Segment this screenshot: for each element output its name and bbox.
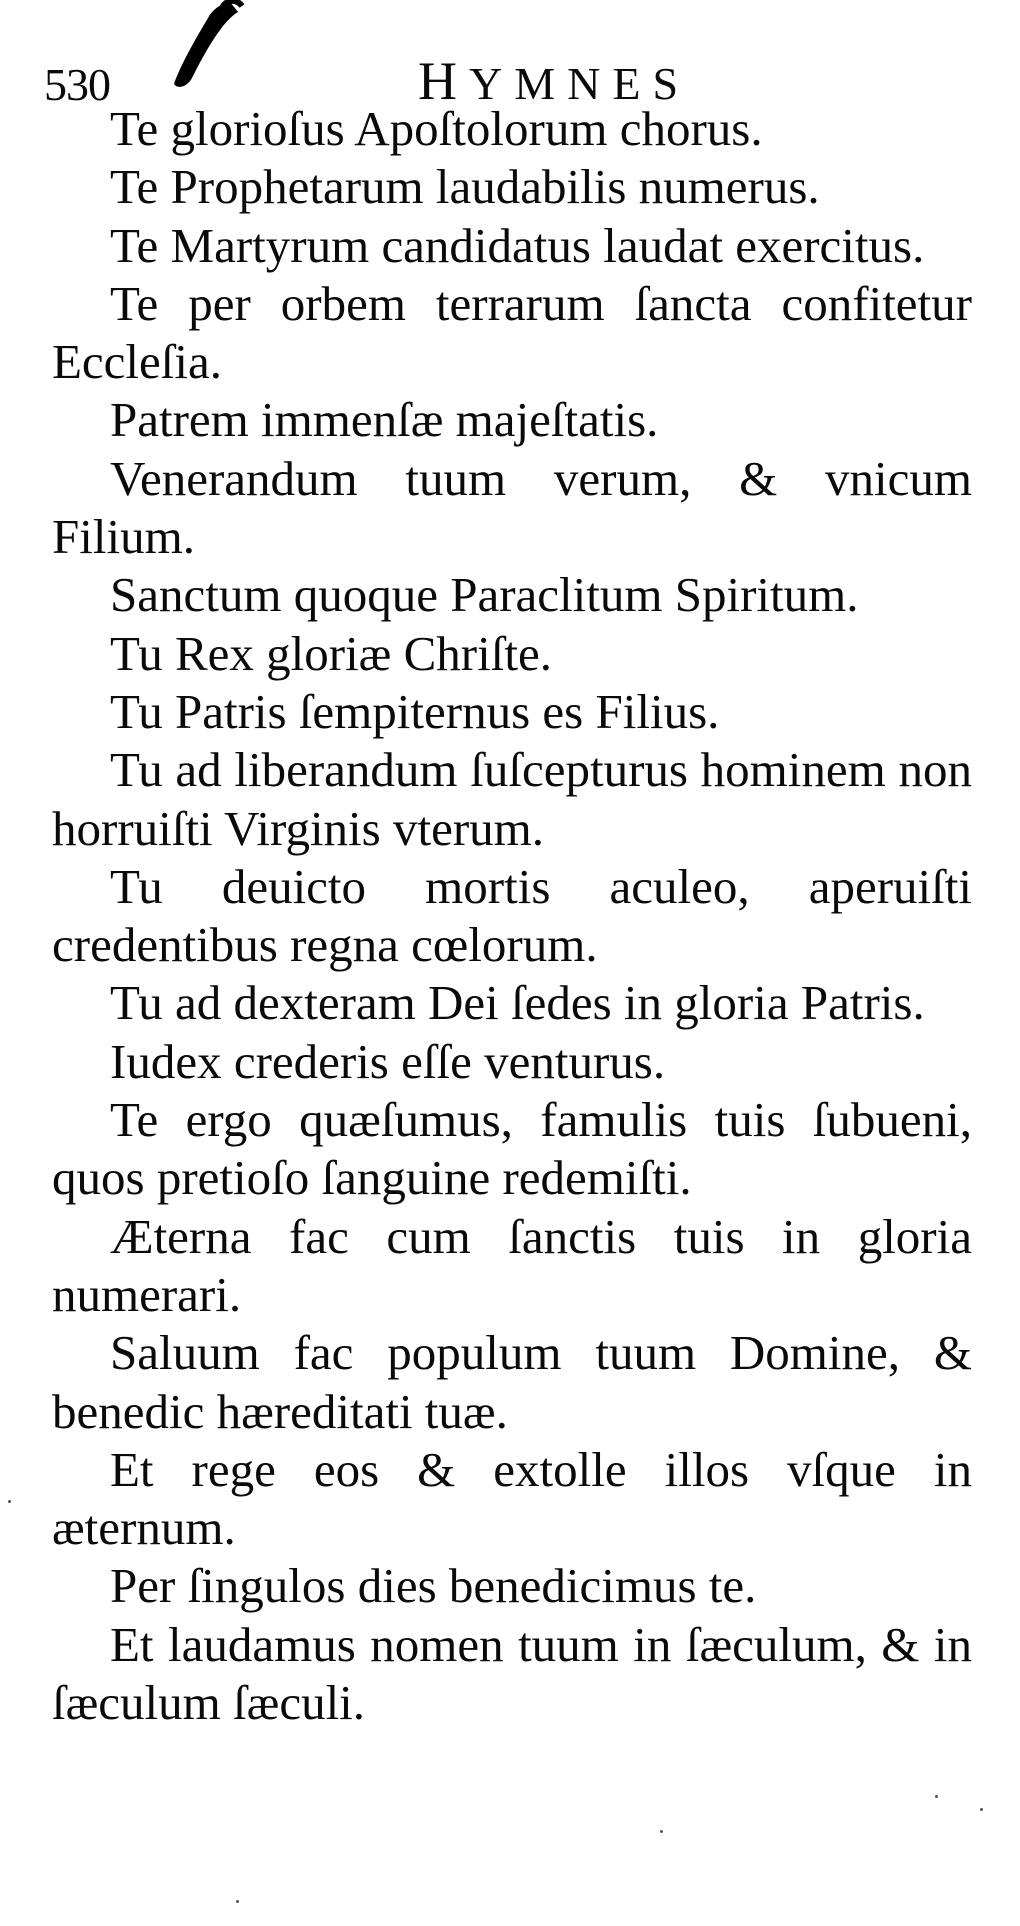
print-speck <box>8 1500 11 1503</box>
running-head-initial: H <box>418 51 469 111</box>
verse: Tu Rex gloriæ Chriſte. <box>110 625 552 681</box>
verse: Te Prophetarum laudabilis numerus. <box>110 159 820 215</box>
verse: Æterna fac cum ſanctis tuis in gloria numerari. <box>52 1208 972 1322</box>
hymn-text <box>52 100 972 1732</box>
verse: Tu Patris ſempiternus es Filius. <box>110 683 720 739</box>
verse: Te per orbem terrarum ſancta confitetur Eccleſia. <box>52 275 972 390</box>
verse: Venerandum tuum verum, & vnicum Filium. <box>52 450 972 565</box>
print-speck <box>935 1795 938 1798</box>
verse: Per ſingulos dies benedicimus te. <box>110 1558 757 1614</box>
verse: Patrem immenſæ majeſtatis. <box>110 392 659 448</box>
ink-stroke-mark <box>168 0 278 90</box>
verse: Tu deuicto mortis aculeo, aperuiſti credentibus regna cœlorum. <box>52 858 972 973</box>
print-speck <box>660 1830 663 1833</box>
verse: Iudex crederis eſſe venturus. <box>110 1033 666 1089</box>
verse: Saluum fac populum tuum Domine, & benedic hæreditati tuæ. <box>52 1325 972 1439</box>
verse: Tu ad dexteram Dei ſedes in gloria Patris. <box>110 975 925 1031</box>
verse: Te glorioſus Apoſtolorum chorus. <box>110 101 763 156</box>
print-speck <box>980 1808 983 1811</box>
verse: Et laudamus nomen tuum in ſæculum, & in ſæculum ſæculi. <box>52 1616 972 1731</box>
print-speck <box>236 1900 239 1903</box>
page-number: 530 <box>44 59 110 110</box>
verse: Et rege eos & extolle illos vſque in æternum. <box>52 1441 972 1556</box>
verse: Tu ad liberandum ſuſcepturus hominem non horruiſti Virginis vterum. <box>52 742 972 856</box>
verse: Sanctum quoque Paraclitum Spiritum. <box>110 567 859 623</box>
verse: Te Martyrum candidatus laudat exercitus. <box>110 217 925 273</box>
running-head-rest: YMNES <box>469 58 691 109</box>
verse: Te ergo quæſumus, famulis tuis ſubueni, quos pretioſo ſanguine redemiſti. <box>52 1092 972 1206</box>
